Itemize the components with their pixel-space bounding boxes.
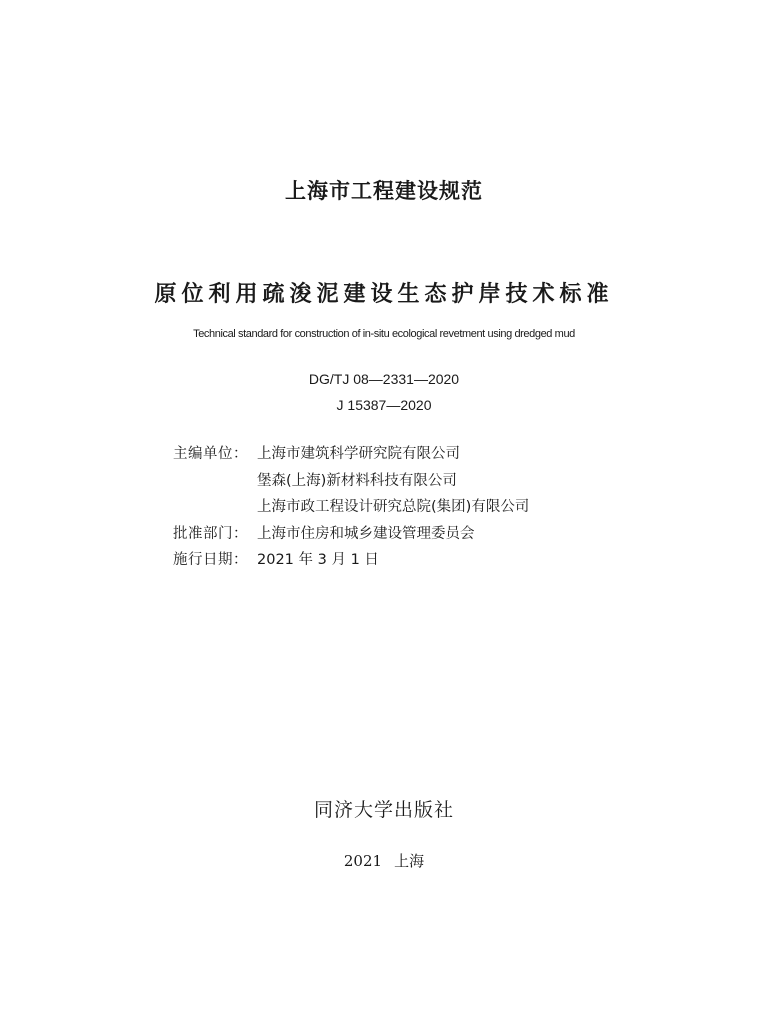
editors-list	[257, 441, 529, 521]
editor-item: 上海市政工程设计研究总院(集团)有限公司	[257, 499, 530, 515]
publication-year: 2021	[343, 852, 383, 870]
standard-code-dg: DG/TJ 08—2331—2020	[308, 371, 460, 387]
english-title: Technical standard for construction of in-situ ecological revetment using dredged mud	[193, 328, 575, 340]
approval-label: 批准部门：	[173, 525, 248, 542]
approval-value: 上海市住房和城乡建设管理委员会	[257, 525, 475, 542]
publication-city: 上海	[394, 852, 425, 870]
editor-item: 上海市建筑科学研究院有限公司	[257, 446, 460, 462]
effective-date-value: 2021 年 3 月 1 日	[257, 552, 379, 568]
effective-date-row	[173, 547, 529, 574]
editors-row	[173, 441, 529, 521]
editors-label: 主编单位：	[173, 446, 248, 462]
publication-info	[173, 441, 529, 574]
publication-place-date	[0, 850, 768, 871]
series-title: 上海市工程建设规范	[285, 179, 483, 203]
publisher-name: 同济大学出版社	[313, 799, 454, 821]
editor-item: 堡森(上海)新材料科技有限公司	[257, 472, 457, 489]
standard-title: 原位利用疏浚泥建设生态护岸技术标准	[154, 282, 614, 307]
effective-date-label: 施行日期：	[173, 552, 248, 568]
standard-code-j: J 15387—2020	[336, 397, 432, 413]
approval-row	[173, 521, 529, 548]
